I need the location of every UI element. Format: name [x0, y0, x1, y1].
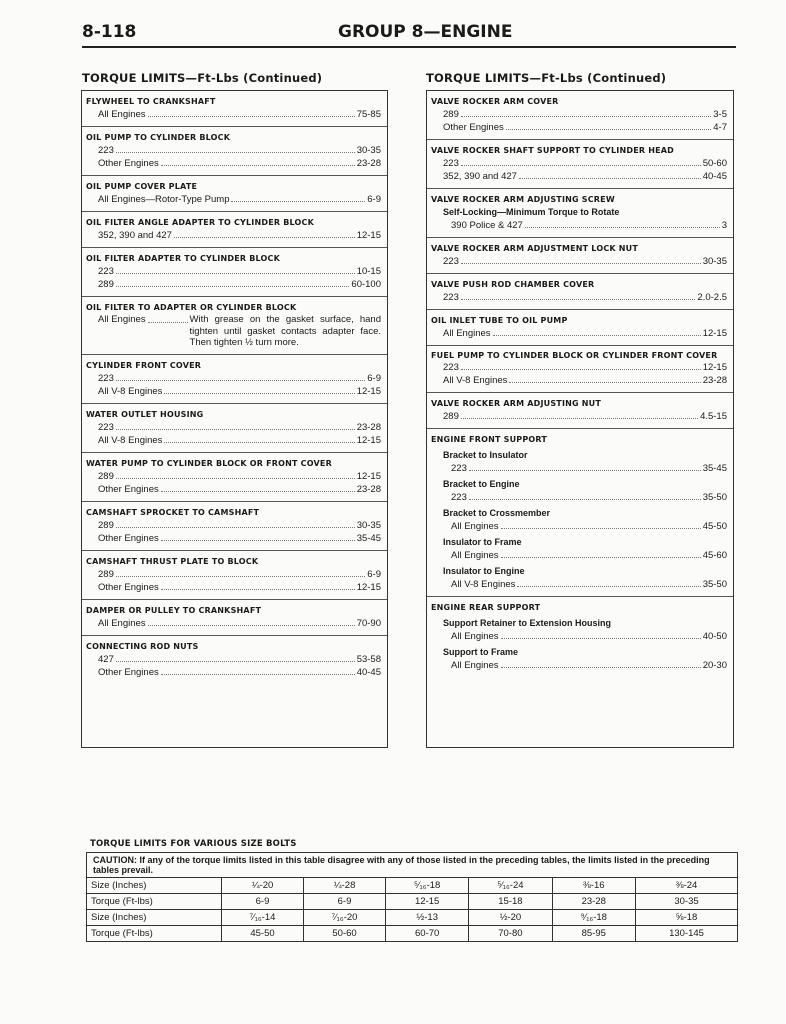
table-cell: ⁹⁄₁₆-18	[552, 910, 636, 926]
spec-value: 40-45	[702, 171, 727, 182]
spec-label: All V-8 Engines	[443, 375, 508, 386]
table-cell: ⅜-16	[552, 878, 636, 894]
spec-row	[431, 157, 727, 170]
spec-row	[431, 170, 727, 183]
spec-row	[431, 630, 727, 643]
section-title: VALVE ROCKER SHAFT SUPPORT TO CYLINDER HEAD	[431, 146, 675, 155]
spec-label: All Engines	[451, 631, 499, 642]
spec-value: 12-15	[356, 385, 381, 397]
section-rocker-shaft-support	[427, 140, 733, 189]
table-cell: 85-95	[552, 926, 636, 942]
section-title: OIL INLET TUBE TO OIL PUMP	[431, 316, 568, 325]
spec-value: 12-15	[356, 470, 381, 482]
spec-label: 223	[98, 266, 114, 277]
table-cell: 70-80	[469, 926, 552, 942]
spec-label: Other Engines	[98, 666, 159, 678]
spec-value: 23-28	[356, 421, 381, 433]
spec-value: 35-50	[702, 579, 727, 590]
spec-value: 4-7	[713, 122, 727, 133]
spec-row	[86, 666, 381, 679]
spec-label: 223	[443, 256, 459, 267]
sub-heading: Support Retainer to Extension Housing	[443, 618, 612, 628]
section-oil-filter-angle-adapter	[82, 212, 387, 248]
spec-row	[431, 121, 727, 134]
spec-label: All Engines	[451, 521, 499, 532]
spec-value: 75-85	[356, 109, 381, 120]
spec-label: All Engines—Rotor-Type Pump	[98, 194, 230, 205]
spec-row	[86, 568, 381, 581]
note-row	[86, 314, 381, 349]
spec-value: 23-28	[702, 375, 727, 386]
section-title: CONNECTING ROD NUTS	[86, 641, 199, 651]
table-row	[87, 910, 738, 926]
section-cylinder-front-cover	[82, 355, 387, 404]
spec-value: 6-9	[367, 568, 381, 580]
spec-label: 223	[451, 492, 467, 503]
section-camshaft-sprocket	[82, 502, 387, 551]
table-cell: 45-50	[222, 926, 304, 942]
spec-label: 223	[98, 421, 114, 433]
table-cell: ⅜-24	[636, 878, 738, 894]
table-cell: ⁷⁄₁₆-20	[304, 910, 386, 926]
spec-value: 12-15	[356, 230, 381, 241]
spec-value: 12-15	[702, 328, 727, 339]
spec-value: 60-100	[351, 279, 381, 290]
section-oil-filter	[82, 297, 387, 355]
spec-row	[86, 385, 381, 398]
spec-value: 6-9	[367, 372, 381, 384]
spec-row	[431, 327, 727, 340]
section-oil-inlet-tube	[427, 310, 733, 346]
spec-row	[86, 193, 381, 206]
section-engine-front-support	[427, 429, 733, 597]
spec-row	[431, 462, 727, 475]
section-title: OIL FILTER ANGLE ADAPTER TO CYLINDER BLOCK	[86, 218, 315, 227]
group-title: GROUP 8—ENGINE	[338, 22, 513, 42]
bolt-torque-table	[86, 852, 738, 942]
table-row	[87, 926, 738, 942]
spec-label: Other Engines	[98, 158, 159, 169]
spec-row	[86, 278, 381, 291]
spec-value: 35-45	[702, 463, 727, 474]
spec-value: 23-28	[356, 483, 381, 495]
section-title: VALVE ROCKER ARM ADJUSTING SCREW	[431, 195, 615, 204]
spec-row	[86, 617, 381, 630]
table-cell: 15-18	[469, 894, 552, 910]
section-engine-rear-support	[427, 597, 733, 677]
spec-value: 35-45	[356, 532, 381, 544]
spec-label: All Engines	[451, 660, 499, 671]
spec-value: 12-15	[702, 362, 727, 373]
spec-value: 40-45	[356, 666, 381, 678]
spec-label: Other Engines	[98, 581, 159, 593]
table-cell: ¼-28	[304, 878, 386, 894]
section-title: OIL FILTER ADAPTER TO CYLINDER BLOCK	[86, 254, 281, 263]
section-title: WATER PUMP TO CYLINDER BLOCK OR FRONT COVER	[86, 458, 332, 468]
bolts-table-title: TORQUE LIMITS FOR VARIOUS SIZE BOLTS	[90, 839, 297, 849]
table-cell: ⁵⁄₁₆-18	[386, 878, 469, 894]
spec-row	[86, 470, 381, 483]
spec-value: 6-9	[367, 194, 381, 205]
spec-value: 20-30	[702, 660, 727, 671]
section-push-rod-cover	[427, 274, 733, 310]
left-torque-box	[81, 90, 388, 748]
spec-row	[431, 549, 727, 562]
spec-label: 289	[98, 470, 114, 482]
spec-label: All V-8 Engines	[98, 385, 163, 397]
spec-label: All Engines	[451, 550, 499, 561]
spec-label: 223	[98, 145, 114, 156]
spec-row	[86, 372, 381, 385]
spec-label: Other Engines	[98, 532, 159, 544]
spec-row	[431, 491, 727, 504]
spec-row	[86, 265, 381, 278]
section-connecting-rod-nuts	[82, 636, 387, 684]
spec-label: 289	[98, 519, 114, 531]
spec-row	[86, 519, 381, 532]
spec-label: All Engines	[98, 109, 146, 120]
spec-note: With grease on the gasket surface, hand tighten until gasket contacts adapter face. Then tighten ½ turn more.	[189, 314, 381, 348]
spec-value: 10-15	[356, 266, 381, 277]
section-title: VALVE ROCKER ARM ADJUSTING NUT	[431, 399, 602, 408]
section-oil-pump-cover	[82, 176, 387, 212]
sub-heading: Bracket to Crossmember	[443, 508, 551, 518]
spec-value: 4.5-15	[700, 411, 727, 422]
section-title: OIL PUMP COVER PLATE	[86, 182, 198, 191]
spec-value: 30-35	[356, 519, 381, 531]
table-cell: 6-9	[304, 894, 386, 910]
spec-row	[86, 229, 381, 242]
spec-label: All V-8 Engines	[98, 434, 163, 446]
spec-label: 289	[98, 568, 114, 580]
section-title: FLYWHEEL TO CRANKSHAFT	[86, 97, 216, 106]
section-title: VALVE ROCKER ARM ADJUSTMENT LOCK NUT	[431, 244, 639, 253]
section-fuel-pump	[427, 346, 733, 393]
sub-heading: Bracket to Insulator	[443, 450, 528, 460]
spec-row	[86, 434, 381, 447]
table-cell: Size (Inches)	[87, 910, 222, 926]
spec-label: 223	[98, 372, 114, 384]
section-rocker-adjusting-screw	[427, 189, 733, 238]
section-flywheel	[82, 91, 387, 127]
spec-row	[86, 483, 381, 496]
spec-label: All V-8 Engines	[451, 579, 516, 590]
spec-label: All Engines	[98, 314, 146, 325]
spec-label: 223	[443, 362, 459, 373]
spec-label: 289	[443, 411, 459, 422]
left-column-heading: TORQUE LIMITS—Ft-Lbs (Continued)	[82, 71, 323, 85]
spec-value: 40-50	[702, 631, 727, 642]
section-title: VALVE ROCKER ARM COVER	[431, 97, 559, 106]
spec-row	[86, 144, 381, 157]
spec-value: 3	[721, 220, 727, 231]
page-number: 8-118	[82, 22, 137, 42]
spec-value: 35-50	[702, 492, 727, 503]
spec-value: 30-35	[356, 145, 381, 156]
section-rocker-lock-nut	[427, 238, 733, 274]
spec-row	[431, 520, 727, 533]
section-title: FUEL PUMP TO CYLINDER BLOCK OR CYLINDER FRONT COVER	[431, 351, 718, 360]
sub-heading: Support to Frame	[443, 647, 519, 657]
spec-value: 45-50	[702, 521, 727, 532]
spec-row	[431, 659, 727, 672]
table-cell: ⁵⁄₁₆-24	[469, 878, 552, 894]
spec-row	[431, 219, 727, 232]
table-cell: 130-145	[636, 926, 738, 942]
section-camshaft-thrust-plate	[82, 551, 387, 600]
section-title: OIL PUMP TO CYLINDER BLOCK	[86, 133, 231, 142]
section-title: CYLINDER FRONT COVER	[86, 360, 202, 370]
spec-row	[431, 108, 727, 121]
section-title: CAMSHAFT SPROCKET TO CAMSHAFT	[86, 507, 260, 517]
spec-row	[86, 532, 381, 545]
spec-value: 30-35	[702, 256, 727, 267]
spec-label: 223	[443, 158, 459, 169]
spec-row	[431, 578, 727, 591]
table-cell: ¼-20	[222, 878, 304, 894]
section-water-pump	[82, 453, 387, 502]
spec-label: 352, 390 and 427	[98, 230, 172, 241]
table-cell: ½-13	[386, 910, 469, 926]
spec-value: 53-58	[356, 653, 381, 665]
spec-value: 45-60	[702, 550, 727, 561]
spec-label: 427	[98, 653, 114, 665]
spec-row	[86, 157, 381, 170]
section-water-outlet	[82, 404, 387, 453]
section-title: ENGINE FRONT SUPPORT	[431, 435, 548, 444]
table-cell: 12-15	[386, 894, 469, 910]
page-header	[82, 22, 736, 48]
sub-heading: Insulator to Engine	[443, 566, 525, 576]
sub-heading: Self-Locking—Minimum Torque to Rotate	[443, 207, 620, 217]
spec-value: 23-28	[356, 158, 381, 169]
spec-row	[86, 581, 381, 594]
caution-row	[87, 853, 738, 878]
spec-value: 2.0-2.5	[697, 292, 727, 303]
section-valve-rocker-cover	[427, 91, 733, 140]
right-column-heading: TORQUE LIMITS—Ft-Lbs (Continued)	[426, 71, 667, 85]
section-title: DAMPER OR PULLEY TO CRANKSHAFT	[86, 605, 262, 615]
spec-row	[86, 421, 381, 434]
section-title: ENGINE REAR SUPPORT	[431, 603, 541, 612]
spec-label: 289	[443, 109, 459, 120]
spec-label: Other Engines	[98, 483, 159, 495]
section-damper-pulley	[82, 600, 387, 636]
table-cell: 6-9	[222, 894, 304, 910]
table-cell: 23-28	[552, 894, 636, 910]
spec-row	[431, 374, 727, 387]
spec-row	[431, 255, 727, 268]
spec-value: 12-15	[356, 434, 381, 446]
table-cell: ⁷⁄₁₆-14	[222, 910, 304, 926]
section-oil-pump	[82, 127, 387, 176]
sub-heading: Insulator to Frame	[443, 537, 522, 547]
caution-text: CAUTION: If any of the torque limits listed in this table disagree with any of those listed in the preceding tables, the limits listed in the preceding tables prevail.	[87, 853, 738, 878]
spec-label: All Engines	[98, 617, 146, 629]
spec-row	[86, 108, 381, 121]
section-oil-filter-adapter	[82, 248, 387, 297]
sub-heading: Bracket to Engine	[443, 479, 520, 489]
table-row	[87, 878, 738, 894]
spec-label: All Engines	[443, 328, 491, 339]
spec-row	[431, 410, 727, 423]
header-rule	[82, 46, 736, 48]
table-cell: Torque (Ft-lbs)	[87, 894, 222, 910]
spec-row	[86, 653, 381, 666]
table-cell: ⅝-18	[636, 910, 738, 926]
spec-label: 223	[451, 463, 467, 474]
section-title: VALVE PUSH ROD CHAMBER COVER	[431, 280, 595, 289]
section-rocker-adjusting-nut	[427, 393, 733, 429]
table-row	[87, 894, 738, 910]
spec-row	[431, 291, 727, 304]
right-torque-box	[426, 90, 734, 748]
spec-value: 12-15	[356, 581, 381, 593]
spec-value: 3-5	[713, 109, 727, 120]
spec-row	[431, 361, 727, 374]
section-title: CAMSHAFT THRUST PLATE TO BLOCK	[86, 556, 259, 566]
table-cell: 60-70	[386, 926, 469, 942]
section-title: OIL FILTER TO ADAPTER OR CYLINDER BLOCK	[86, 303, 297, 312]
spec-label: 352, 390 and 427	[443, 171, 517, 182]
spec-label: Other Engines	[443, 122, 504, 133]
spec-label: 223	[443, 292, 459, 303]
table-cell: ½-20	[469, 910, 552, 926]
section-title: WATER OUTLET HOUSING	[86, 409, 204, 419]
spec-value: 70-90	[356, 617, 381, 629]
table-cell: Size (Inches)	[87, 878, 222, 894]
table-cell: 30-35	[636, 894, 738, 910]
table-cell: 50-60	[304, 926, 386, 942]
table-cell: Torque (Ft-lbs)	[87, 926, 222, 942]
spec-value: 50-60	[702, 158, 727, 169]
spec-label: 390 Police & 427	[451, 220, 523, 231]
spec-label: 289	[98, 279, 114, 290]
